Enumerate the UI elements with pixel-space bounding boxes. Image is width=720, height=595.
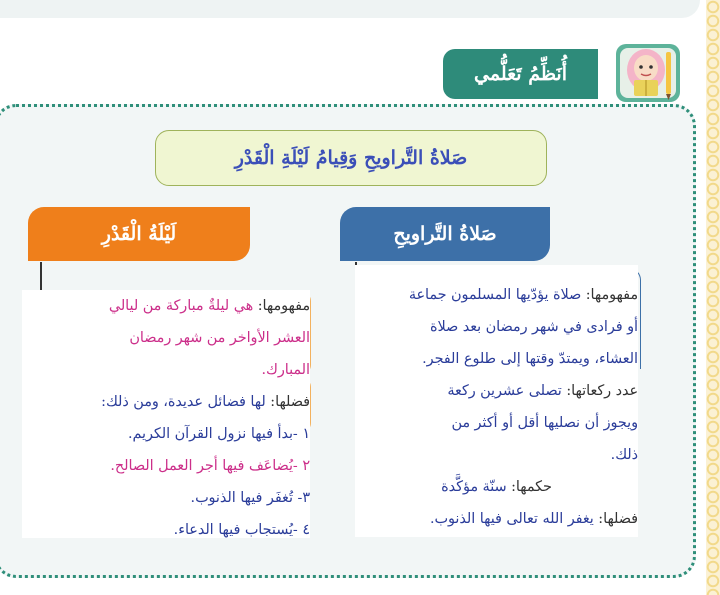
concept-value: العشاء، ويمتدّ وقتها إلى طلوع الفجر.	[422, 351, 638, 367]
concept-value: المبارك.	[261, 362, 310, 378]
rakaat-value: ويجوز أن نصليها أقل أو أكثر من	[451, 415, 638, 431]
tarawih-rakaat-line	[355, 375, 638, 407]
concept-value: صلاة يؤدّيها المسلمون جماعة	[408, 287, 582, 303]
qadr-virtues-line	[22, 386, 310, 418]
tarawih-virtue-line	[355, 503, 638, 535]
tarawih-panel	[355, 265, 638, 537]
virtue-item: ٣- تُغفَر فيها الذنوب.	[190, 490, 310, 506]
girl-reading-book-icon	[610, 38, 686, 106]
ruling-value: سنّة مؤكَّدة	[441, 479, 507, 495]
virtue-value: يغفر الله تعالى فيها الذنوب.	[430, 511, 594, 527]
page-title: صَلاةُ التَّراويحِ وَقِيامُ لَيْلَةِ الْقَدْرِ	[155, 130, 547, 186]
concept-value: العشر الأواخر من شهر رمضان	[129, 330, 310, 346]
rakaat-value: ذلك.	[610, 447, 638, 463]
virtue-label: فضلها:	[598, 511, 638, 527]
virtue-item: ١ -بدأ فيها نزول القرآن الكريم.	[127, 426, 310, 442]
qadr-concept-line	[22, 290, 310, 322]
section-badge: أُنَظِّمُ تَعَلُّمي	[443, 49, 598, 99]
ruling-label: حكمها:	[511, 479, 552, 495]
concept-value: أو فرادى في شهر رمضان بعد صلاة	[430, 319, 638, 335]
qadr-panel	[22, 290, 310, 538]
virtues-label: فضلها:	[270, 394, 310, 410]
concept-label: مفهومها:	[585, 287, 638, 303]
tarawih-heading: صَلاةُ التَّراويحِ	[340, 207, 550, 261]
concept-value: هي ليلةٌ مباركة من ليالي	[108, 298, 254, 314]
decorative-border	[706, 0, 720, 595]
tarawih-concept-line	[355, 279, 638, 311]
virtue-item: ٢ -يُضاعَف فيها أجر العمل الصالح.	[110, 458, 310, 474]
rakaat-value: تصلى عشرين ركعة	[447, 383, 562, 399]
qadr-heading: لَيْلَةُ الْقَدْرِ	[28, 207, 250, 261]
virtues-intro: لها فضائل عديدة، ومن ذلك:	[101, 394, 266, 410]
top-band	[0, 0, 700, 18]
concept-label: مفهومها:	[257, 298, 310, 314]
rakaat-label: عدد ركعاتها:	[566, 383, 638, 399]
tarawih-ruling-line	[355, 471, 638, 503]
qadr-tree-line	[40, 262, 42, 290]
virtue-item: ٤ -يُستجاب فيها الدعاء.	[173, 522, 310, 538]
